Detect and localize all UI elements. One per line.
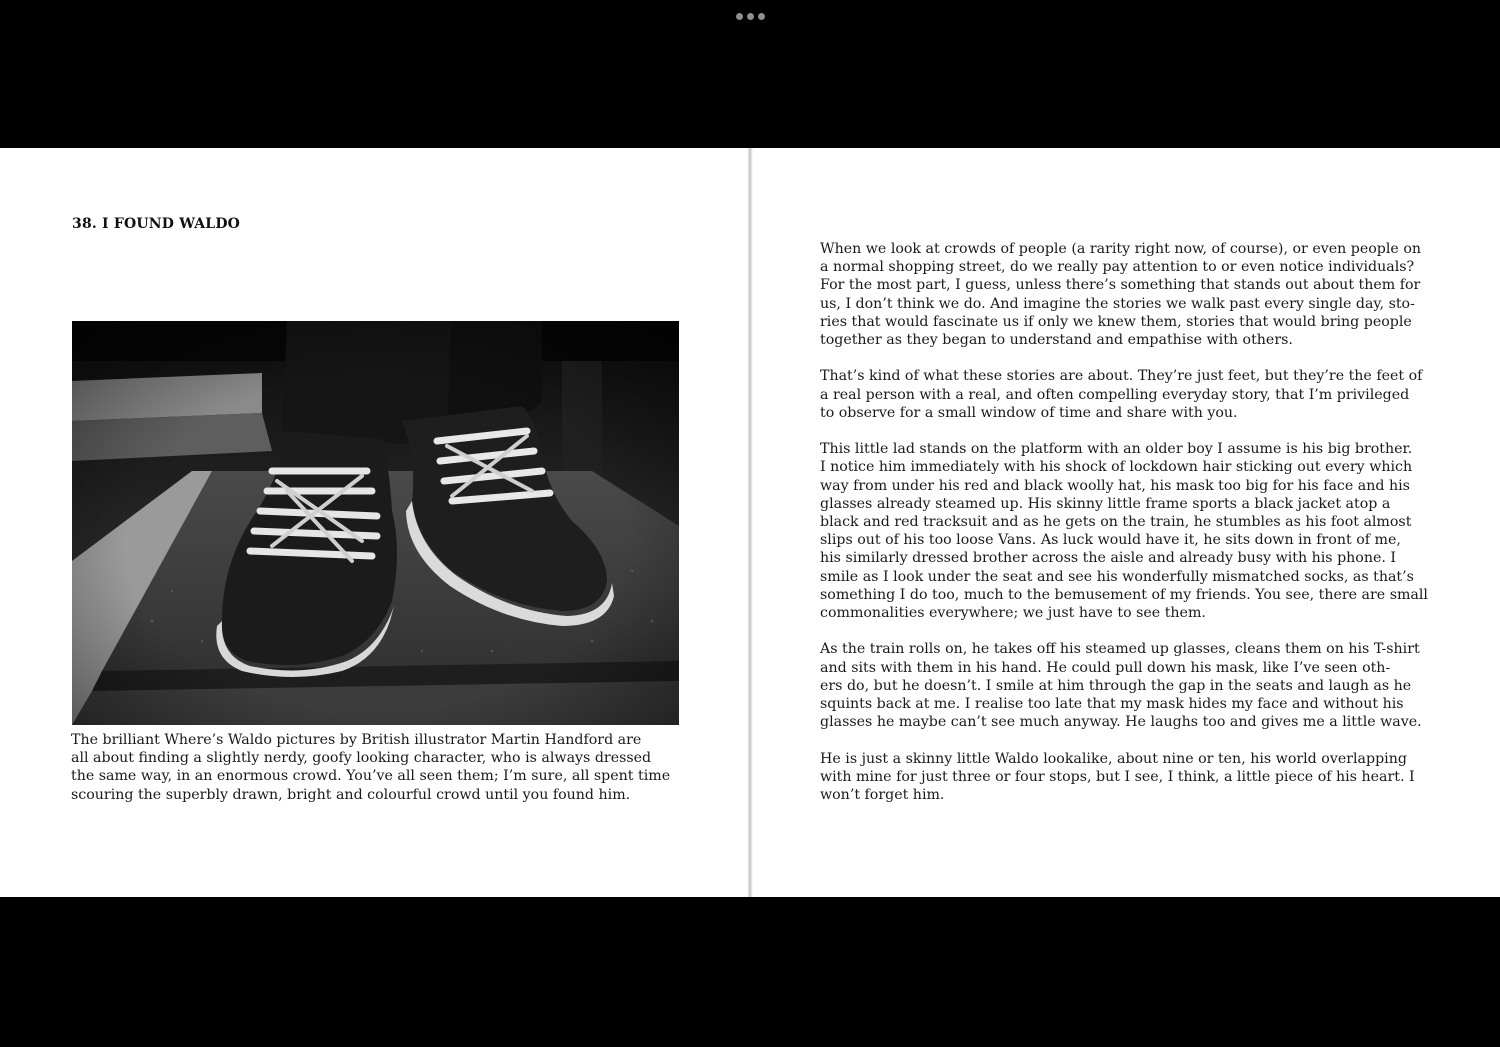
text-line: his similarly dressed brother across the aisle and already busy with his phone. I — [820, 550, 1396, 567]
photo-caption — [71, 731, 681, 804]
ellipsis-icon[interactable] — [736, 11, 766, 21]
text-line: and sits with them in his hand. He could pull down his mask, like I’ve seen oth- — [820, 659, 1391, 676]
text-line: us, I don’t think we do. And imagine the stories we walk past every single day, sto- — [820, 295, 1415, 312]
text-line: with mine for just three or four stops, but I see, I think, a little piece of his heart. I — [820, 768, 1415, 785]
story-text — [820, 240, 1440, 822]
text-line: ers do, but he doesn’t. I smile at him through the gap in the seats and laugh as he — [820, 677, 1412, 694]
text-line: smile as I look under the seat and see his wonderfully mismatched socks, as that’s — [820, 568, 1414, 585]
text-line: This little lad stands on the platform with an older boy I assume is his big brother. — [820, 441, 1413, 458]
text-line: I notice him immediately with his shock of lockdown hair sticking out every which — [820, 459, 1413, 476]
left-page[interactable] — [0, 148, 749, 897]
text-line: For the most part, I guess, unless there’s something that stands out about them for — [820, 277, 1421, 294]
right-page[interactable] — [749, 148, 1500, 897]
text-line: That’s kind of what these stories are about. They’re just feet, but they’re the feet of — [820, 368, 1423, 385]
text-line: glasses already steamed up. His skinny little frame sports a black jacket atop a — [820, 495, 1391, 512]
dot — [758, 13, 765, 20]
paragraph — [820, 367, 1440, 422]
chapter-title: 38. I FOUND WALDO — [72, 216, 241, 232]
dot — [736, 13, 743, 20]
text-line: ries that would fascinate us if only we knew them, stories that would bring people — [820, 313, 1412, 330]
text-line: When we look at crowds of people (a rarity right now, of course), or even people on — [820, 241, 1421, 257]
text-line: As the train rolls on, he takes off his steamed up glasses, cleans them on his T-shirt — [820, 641, 1420, 658]
sneakers-photo — [72, 321, 679, 725]
text-line: to observe for a small window of time and share with you. — [820, 404, 1238, 421]
caption-line: scouring the superbly drawn, bright and colourful crowd until you found him. — [71, 786, 631, 803]
text-line: black and red tracksuit and as he gets on the train, he stumbles as his foot almost — [820, 514, 1412, 531]
text-line: slips out of his too loose Vans. As luck would have it, he sits down in front of me, — [820, 532, 1401, 549]
dot — [747, 13, 754, 20]
caption-line: all about finding a slightly nerdy, goofy looking character, who is always dressed — [71, 750, 652, 767]
paragraph — [820, 240, 1440, 349]
book-spread — [0, 148, 1500, 897]
book-gutter — [747, 148, 753, 897]
paragraph — [820, 440, 1440, 622]
text-line: a normal shopping street, do we really pay attention to or even notice individuals? — [820, 259, 1415, 276]
paragraph — [820, 750, 1440, 805]
text-line: a real person with a real, and often compelling everyday story, that I’m privileged — [820, 386, 1410, 403]
caption-line: The brilliant Where’s Waldo pictures by British illustrator Martin Handford are — [71, 732, 642, 748]
caption-line: the same way, in an enormous crowd. You’ve all seen them; I’m sure, all spent time — [71, 768, 671, 785]
text-line: way from under his red and black woolly hat, his mask too big for his face and his — [820, 477, 1410, 494]
text-line: something I do too, much to the bemusement of my friends. You see, there are small — [820, 586, 1428, 603]
text-line: commonalities everywhere; we just have to see them. — [820, 605, 1206, 622]
text-line: He is just a skinny little Waldo lookalike, about nine or ten, his world overlapping — [820, 750, 1407, 767]
text-line: glasses he maybe can’t see much anyway. He laughs too and gives me a little wave. — [820, 714, 1422, 731]
text-line: won’t forget him. — [820, 787, 945, 804]
text-line: squints back at me. I realise too late that my mask hides my face and without his — [820, 696, 1404, 713]
paragraph — [820, 640, 1440, 731]
text-line: together as they began to understand and empathise with others. — [820, 332, 1293, 349]
